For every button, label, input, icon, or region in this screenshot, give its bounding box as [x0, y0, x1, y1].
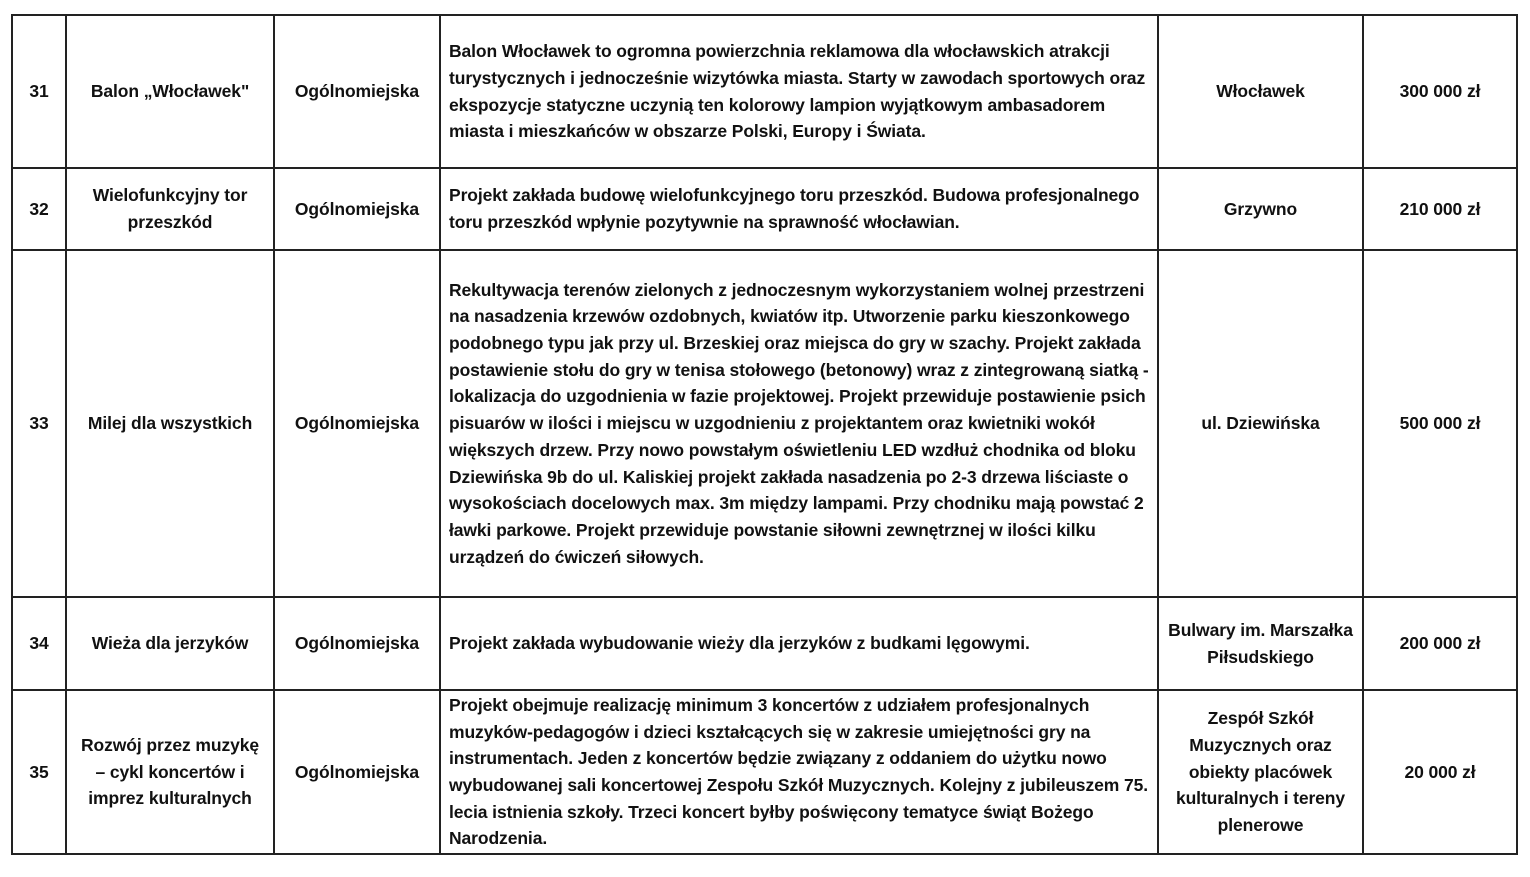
- project-type: Ogólnomiejska: [274, 597, 440, 690]
- project-description-text: Projekt zakłada budowę wielofunkcyjnego toru przeszkód. Budowa profesjonalnego toru przeszkód wpłynie pozytywnie na sprawność włocławian.: [449, 185, 1140, 232]
- table-row: [12, 168, 1517, 250]
- project-name: Wieża dla jerzyków: [66, 597, 274, 690]
- project-description-text: Rekultywacja terenów zielonych z jednoczesnym wykorzystaniem wolnej przestrzeni na nasadzenia krzewów ozdobnych, kwiatów itp. Utworzenie parku kieszonkowego podobnego typu jak przy ul. Brzeskiej oraz miejsca do gry w szachy. Projekt zakłada postawienie stołu do gry w tenisa stołowego (betonowy) wraz z zintegrowaną siatką - lokalizacja do uzgodnienia w fazie projektowej. Projekt przewiduje postawienie psich pisuarów w ilości i miejscu w uzgodnieniu z projektantem oraz kwietniki wokół większych drzew. Przy nowo powstałym oświetleniu LED wzdłuż chodnika od bloku Dziewińska 9b do ul. Kaliskiej projekt zakłada nasadzenia po 2-3 drzewa liściaste o wysokościach docelowych max. 3m między lampami. Przy chodniku mają powstać 2 ławki parkowe. Projekt przewiduje powstanie siłowni zewnętrznej w ilości kilku urządzeń do ćwiczeń siłowych.: [449, 279, 1149, 567]
- project-cost: 500 000 zł: [1363, 250, 1517, 597]
- project-cost: 200 000 zł: [1363, 597, 1517, 690]
- project-location: Zespół Szkół Muzycznych oraz obiekty placówek kulturalnych i tereny plenerowe: [1158, 690, 1363, 854]
- project-location: ul. Dziewińska: [1158, 250, 1363, 597]
- project-type: Ogólnomiejska: [274, 15, 440, 168]
- project-description: [440, 597, 1158, 690]
- project-location: Grzywno: [1158, 168, 1363, 250]
- project-type: Ogólnomiejska: [274, 690, 440, 854]
- table-row: [12, 597, 1517, 690]
- project-type: Ogólnomiejska: [274, 168, 440, 250]
- project-description: [440, 168, 1158, 250]
- project-location: Bulwary im. Marszałka Piłsudskiego: [1158, 597, 1363, 690]
- project-number: 35: [12, 690, 66, 854]
- project-cost: 20 000 zł: [1363, 690, 1517, 854]
- project-description: [440, 250, 1158, 597]
- project-cost: 210 000 zł: [1363, 168, 1517, 250]
- table-row: [12, 690, 1517, 854]
- project-number: 34: [12, 597, 66, 690]
- project-description-text: Projekt obejmuje realizację minimum 3 koncertów z udziałem profesjonalnych muzyków-pedagogów i dzieci kształcących się w zakresie umiejętności gry na instrumentach. Jeden z koncertów będzie związany z oddaniem do użytku nowo wybudowanej sali koncertowej Zespołu Szkół Muzycznych. Kolejny z jubileuszem 75. lecia istnienia szkoły. Trzeci koncert byłby poświęcony tematyce świąt Bożego Narodzenia.: [449, 694, 1148, 849]
- project-name: Wielofunkcyjny tor przeszkód: [66, 168, 274, 250]
- projects-table: [11, 14, 1518, 855]
- project-description: [440, 690, 1158, 854]
- project-name: Balon „Włocławek": [66, 15, 274, 168]
- project-description-text: Balon Włocławek to ogromna powierzchnia reklamowa dla włocławskich atrakcji turystycznych i jednocześnie wizytówka miasta. Starty w zawodach sportowych oraz ekspozycje statyczne uczynią ten kolorowy lampion wyjątkowym ambasadorem miasta i mieszkańców w obszarze Polski, Europy i Świata.: [449, 41, 1146, 142]
- project-location: Włocławek: [1158, 15, 1363, 168]
- project-type: Ogólnomiejska: [274, 250, 440, 597]
- table-row: [12, 250, 1517, 597]
- project-number: 32: [12, 168, 66, 250]
- project-name: Rozwój przez muzykę – cykl koncertów i imprez kulturalnych: [66, 690, 274, 854]
- table-row: [12, 15, 1517, 168]
- project-cost: 300 000 zł: [1363, 15, 1517, 168]
- project-description-text: Projekt zakłada wybudowanie wieży dla jerzyków z budkami lęgowymi.: [449, 633, 1030, 654]
- project-name: Milej dla wszystkich: [66, 250, 274, 597]
- project-number: 31: [12, 15, 66, 168]
- project-number: 33: [12, 250, 66, 597]
- project-description: [440, 15, 1158, 168]
